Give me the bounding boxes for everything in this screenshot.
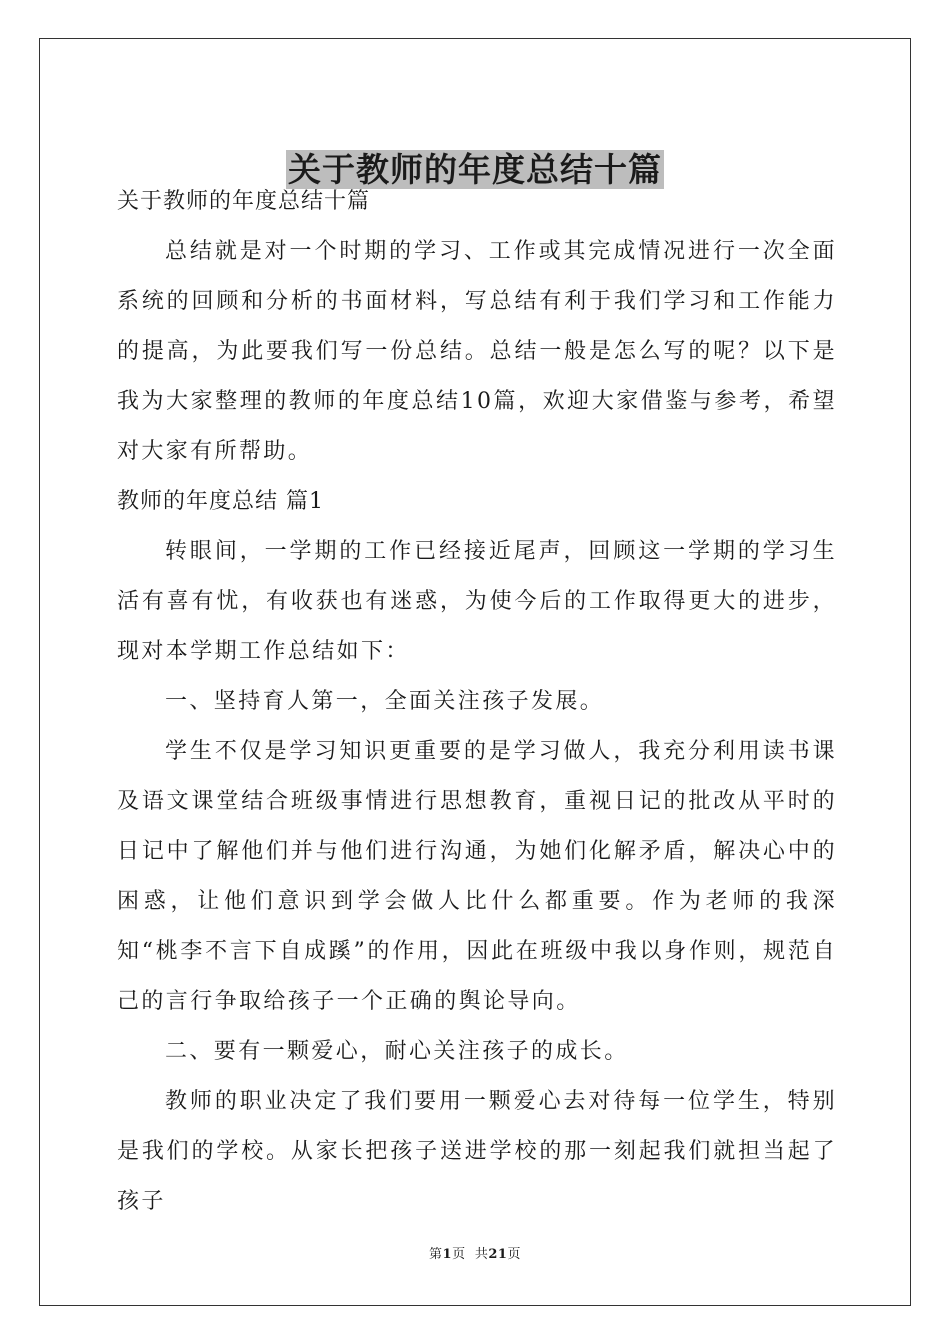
footer-suffix: 页 bbox=[507, 1247, 521, 1262]
body-heading: 关于教师的年度总结十篇 bbox=[117, 189, 371, 214]
body-paragraph: 教师的职业决定了我们要用一颗爱心去对待每一位学生，特别是我们的学校。从家长把孩子送进学校的那一刻起我们就担当起了孩子 bbox=[117, 1089, 837, 1214]
body-paragraph: 学生不仅是学习知识更重要的是学习做人，我充分利用读书课及语文课堂结合班级事情进行思想教育，重视日记的批改从平时的日记中了解他们并与他们进行沟通，为她们化解矛盾，解决心中的困惑，让他们意识到学会做人比什么都重要。作为老师的我深知“桃李不言下自成蹊”的作用，因此在班级中我以身作则，规范自己的言行争取给孩子一个正确的舆论导向。 bbox=[117, 739, 837, 1014]
body-paragraph: 一、坚持育人第一，全面关注孩子发展。 bbox=[165, 689, 605, 714]
page-footer bbox=[0, 1246, 950, 1264]
document-title-text: 关于教师的年度总结十篇 bbox=[288, 150, 662, 190]
body-paragraph: 二、要有一颗爱心，耐心关注孩子的成长。 bbox=[165, 1039, 629, 1064]
intro-paragraph: 总结就是对一个时期的学习、工作或其完成情况进行一次全面系统的回顾和分析的书面材料，写总结有利于我们学习和工作能力的提高，为此要我们写一份总结。总结一般是怎么写的呢？以下是我为大家整理的教师的年度总结10篇，欢迎大家借鉴与参考，希望对大家有所帮助。 bbox=[117, 239, 837, 464]
footer-prefix: 第 bbox=[429, 1247, 443, 1262]
total-page-count: 21 bbox=[488, 1247, 508, 1262]
body-paragraph: 转眼间，一学期的工作已经接近尾声，回顾这一学期的学习生活有喜有忧，有收获也有迷惑，为使今后的工作取得更大的进步，现对本学期工作总结如下： bbox=[117, 539, 837, 664]
document-body bbox=[117, 177, 837, 1227]
footer-middle: 页 共 bbox=[452, 1247, 489, 1262]
current-page-number: 1 bbox=[442, 1247, 453, 1262]
section-heading: 教师的年度总结 篇1 bbox=[117, 489, 324, 514]
